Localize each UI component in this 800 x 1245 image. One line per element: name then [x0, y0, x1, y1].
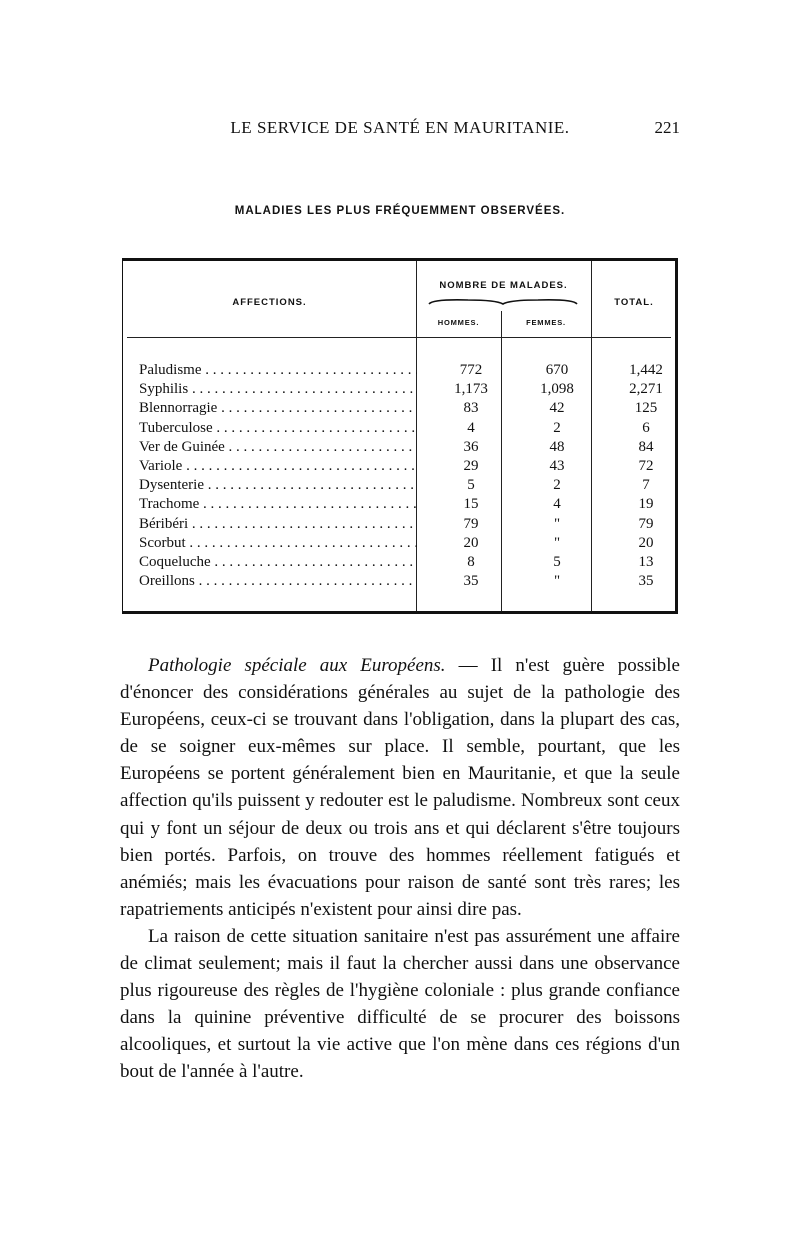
brace-icon	[428, 298, 578, 306]
total-count: 79	[638, 515, 654, 532]
men-count: 5	[467, 477, 475, 494]
total-count: 2,271	[629, 381, 663, 398]
women-count: "	[553, 534, 561, 551]
women-count: 48	[549, 438, 565, 455]
women-count: 1,098	[540, 381, 574, 398]
women-count: 670	[545, 362, 569, 378]
total-count: 19	[638, 496, 654, 513]
table-row	[131, 438, 671, 457]
affection-name: Variole . . .	[139, 457, 417, 476]
table-row	[131, 476, 671, 495]
men-count: 83	[463, 400, 479, 417]
affection-name: Oreillons . . .	[139, 572, 417, 591]
table-row	[131, 495, 671, 514]
women-count: 2	[553, 419, 561, 436]
table-row	[131, 399, 671, 418]
total-count: 13	[638, 553, 654, 570]
table-row	[131, 572, 671, 591]
women-count: 42	[549, 400, 565, 417]
table-caption: MALADIES LES PLUS FRÉQUEMMENT OBSERVÉES.	[234, 205, 566, 217]
paragraph: La raison de cette situation sanitaire n'est pas assurément une affaire de climat seulement; mais il faut la chercher aussi dans une observance plus rigoureuse des règles de l'hygiène coloniale : plus grande confiance dans la quinine préventive difficulté de se procurer des boissons alcooliques, et surtout la vie active que l'on mène dans ces régions d'un bout de l'année à l'autre.	[120, 925, 680, 1083]
total-count: 72	[638, 457, 654, 474]
header-affections: AFFECTIONS.	[232, 297, 307, 308]
men-count: 29	[463, 457, 479, 474]
disease-table	[122, 258, 678, 614]
section-lead-in: Pathologie spéciale aux Européens.	[148, 655, 446, 676]
table-row	[131, 515, 671, 534]
total-count: 6	[642, 419, 650, 436]
affection-name: Ver de Guinée . . .	[139, 438, 417, 457]
table-rule	[127, 337, 671, 338]
header-total: TOTAL.	[614, 297, 654, 308]
page-number: 221	[654, 118, 680, 137]
total-count: 35	[638, 573, 654, 590]
women-count: 5	[553, 553, 561, 570]
table-row	[131, 419, 671, 438]
men-count: 20	[463, 534, 479, 551]
table-row	[131, 534, 671, 553]
affection-name: Coqueluche . . .	[139, 553, 417, 572]
table-row	[131, 457, 671, 476]
total-count: 1,442	[629, 362, 663, 378]
men-count: 772	[459, 362, 483, 378]
header-group: NOMBRE DE MALADES.	[439, 280, 568, 291]
total-count: 84	[638, 438, 654, 455]
affection-name: Paludisme . . .	[139, 361, 417, 380]
men-count: 4	[467, 419, 475, 436]
table-row	[131, 361, 671, 380]
women-count: 43	[549, 457, 565, 474]
table-row	[131, 553, 671, 572]
men-count: 79	[463, 515, 479, 532]
paragraph	[120, 652, 680, 923]
men-count: 35	[463, 573, 479, 590]
affection-name: Tuberculose . . .	[139, 419, 417, 438]
total-count: 7	[642, 477, 650, 494]
women-count: 2	[553, 477, 561, 494]
table-row	[131, 380, 671, 399]
affection-name: Syphilis . . .	[139, 380, 417, 399]
affection-name: Scorbut . . .	[139, 534, 417, 553]
men-count: 1,173	[454, 381, 488, 398]
affection-name: Trachome . . .	[139, 495, 417, 514]
women-count: 4	[553, 496, 561, 513]
running-title: LE SERVICE DE SANTÉ EN MAURITANIE.	[230, 118, 570, 137]
header-men: HOMMES.	[437, 318, 480, 327]
men-count: 8	[467, 553, 475, 570]
running-head	[120, 118, 680, 144]
affection-name: Dysenterie . . .	[139, 476, 417, 495]
women-count: "	[553, 515, 561, 532]
body-text	[120, 652, 680, 1086]
affection-name: Blennorragie . . .	[139, 399, 417, 418]
header-women: FEMMES.	[526, 318, 566, 327]
men-count: 36	[463, 438, 479, 455]
table-body	[131, 361, 671, 591]
paragraph-text: — Il n'est guère possible d'énoncer des considérations générales au sujet de la pathologie des Européens, ceux-ci se trouvant dans l'obligation, dans la plupart des cas, de se soigner eux-mêmes sur place. Il semble, pourtant, que les Européens se portent généralement bien en Mauritanie, et que la seule affection qu'ils puissent y redouter est le paludisme. Nombreux sont ceux qui y font un séjour de deux ou trois ans et qui déclarent s'être toujours bien portés. Parfois, on trouve des hommes réellement fatigués et anémiés; mais les évacuations pour raison de santé sont très rares; les rapatriements anticipés n'existent pour ainsi dire pas.	[120, 655, 680, 920]
women-count: "	[553, 573, 561, 590]
total-count: 125	[634, 400, 658, 417]
men-count: 15	[463, 496, 479, 513]
total-count: 20	[638, 534, 654, 551]
affection-name: Béribéri . . .	[139, 515, 417, 534]
